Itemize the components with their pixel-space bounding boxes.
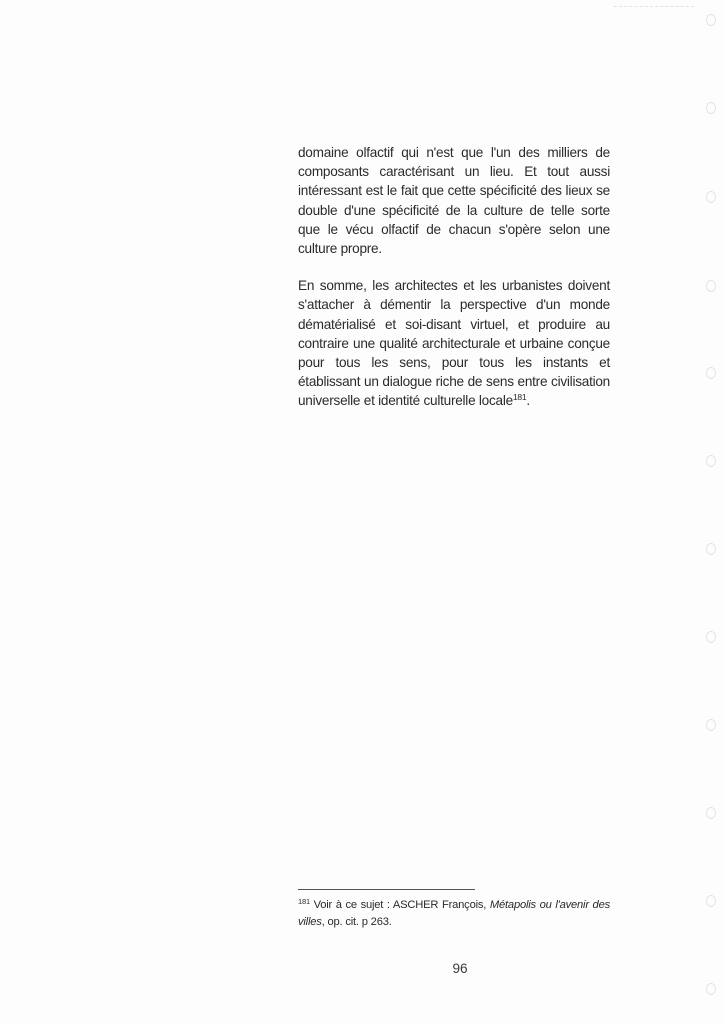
paragraph-text: En somme, les architectes et les urbanistes doivent s'attacher à démentir la perspective d'un monde dématérialisé et soi-disant virtuel, et produire au contraire une qualité architecturale et urbaine conçue pour tous les sens, pour tous les instants et établissant un dialogue riche de sens entre civilisation universelle et identité culturelle locale xyxy=(298,278,610,409)
footnote-citation: , op. cit. p 263. xyxy=(321,916,392,928)
punch-hole-decoration xyxy=(706,631,716,643)
footnote-reference[interactable]: 181 xyxy=(512,392,527,403)
paragraph xyxy=(298,276,610,410)
punch-hole-decoration xyxy=(706,455,716,467)
punch-hole-decoration xyxy=(706,14,716,26)
page-number: 96 xyxy=(452,961,468,976)
scan-edge-mark xyxy=(614,6,694,7)
punch-hole-decoration xyxy=(706,983,716,995)
punch-hole-decoration xyxy=(706,102,716,114)
paragraph: domaine olfactif qui n'est que l'un des milliers de composants caractérisant un lieu. Et tout aussi intéressant est le fait que cette spécificité des lieux se double d'une spécificité de la culture de telle sorte que le vécu olfactif de chacun s'opère selon une culture propre. xyxy=(298,145,610,257)
footnote-cited-title: Métapolis ou l'avenir des villes xyxy=(298,899,610,928)
punch-hole-decoration xyxy=(706,895,716,907)
footnote-number: 181 xyxy=(298,897,310,906)
punch-hole-decoration xyxy=(706,280,716,292)
footnote-text: Voir à ce sujet : ASCHER François, xyxy=(313,899,490,911)
punch-hole-decoration xyxy=(706,543,716,555)
body-text xyxy=(298,143,610,411)
punch-hole-decoration xyxy=(706,367,716,379)
footnote-separator xyxy=(298,889,475,890)
punch-hole-decoration xyxy=(706,191,716,203)
footnote xyxy=(298,897,610,931)
paragraph-end-punctuation: . xyxy=(526,393,530,409)
punch-hole-decoration xyxy=(706,719,716,731)
punch-hole-decoration xyxy=(706,807,716,819)
